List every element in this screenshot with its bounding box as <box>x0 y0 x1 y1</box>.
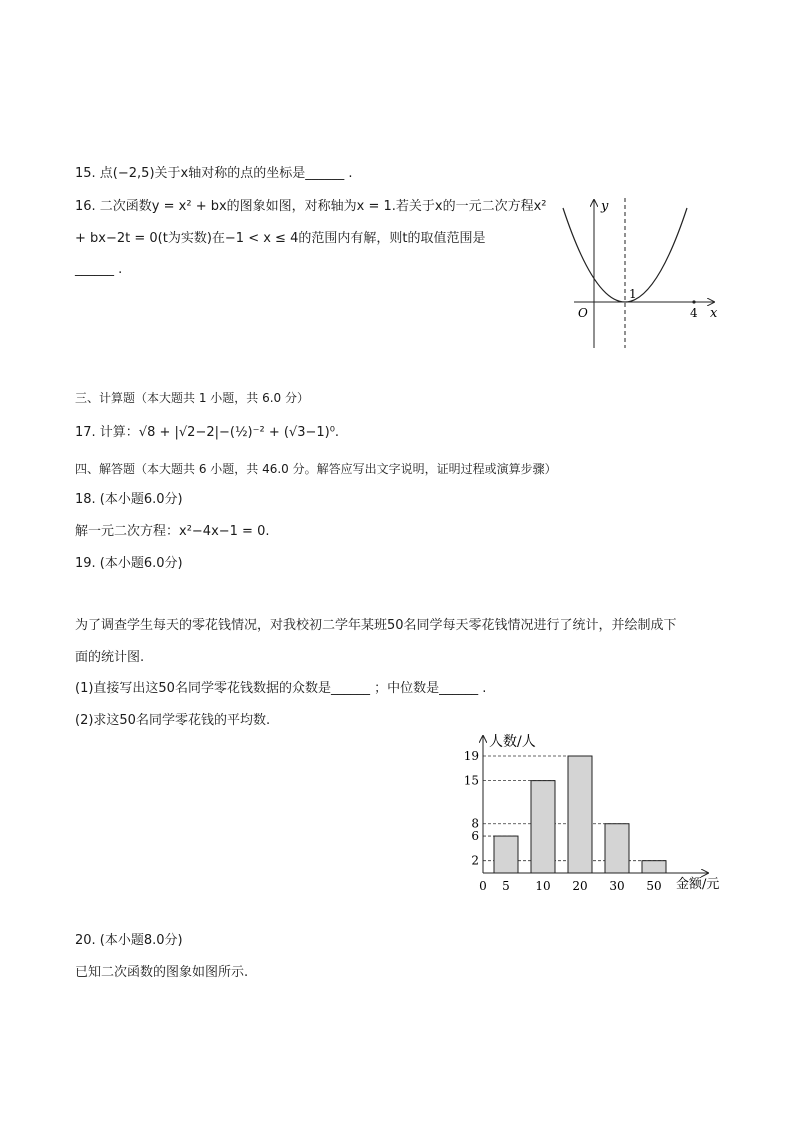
question-16-line-3: ______ . <box>75 262 123 277</box>
y-tick-label-15: 15 <box>463 773 479 788</box>
tick-label-1: 1 <box>629 287 637 301</box>
question-19-intro-line-2: 面的统计图. <box>75 650 145 665</box>
bar-5 <box>494 836 518 873</box>
y-tick-label-6: 6 <box>471 829 479 844</box>
question-18-text: 解一元二次方程：x²−4x−1 = 0. <box>75 524 270 539</box>
y-axis-label: y <box>601 199 609 214</box>
point-4 <box>692 300 695 303</box>
tick-label-4: 4 <box>690 306 698 320</box>
bar-30 <box>605 824 629 873</box>
question-20-header: 20. (本小题8.0分) <box>75 933 183 948</box>
bar-20 <box>568 756 592 873</box>
question-18-header: 18. (本小题6.0分) <box>75 492 183 507</box>
question-16-line-1: 16. 二次函数y = x² + bx的图象如图，对称轴为x = 1.若关于x的一元二次方程x² <box>75 199 547 214</box>
section-4-heading: 四、解答题（本大题共 6 小题，共 46.0 分。解答应写出文字说明，证明过程或演算步骤） <box>75 462 557 476</box>
x-axis-title: 金额/元 <box>676 877 720 892</box>
parabola-graph <box>558 196 728 351</box>
question-20-text: 已知二次函数的图象如图所示. <box>75 965 249 980</box>
x-tick-label-5: 5 <box>502 879 510 893</box>
x-axis-label: x <box>710 306 718 321</box>
bar-chart <box>450 728 740 896</box>
y-axis-title: 人数/人 <box>489 734 536 750</box>
origin-label: O <box>578 306 588 320</box>
y-tick-label-2: 2 <box>471 853 479 868</box>
x-tick-label-30: 30 <box>609 879 625 893</box>
x-tick-label-50: 50 <box>646 879 662 893</box>
x-tick-label-10: 10 <box>535 879 551 893</box>
question-15: 15. 点(−2,5)关于x轴对称的点的坐标是______ . <box>75 166 353 181</box>
question-19-intro-line-1: 为了调查学生每天的零花钱情况，对我校初二学年某班50名同学每天零花钱情况进行了统计，并绘制成下 <box>75 618 677 633</box>
question-19-part-2: (2)求这50名同学零花钱的平均数. <box>75 713 271 728</box>
x-origin-label: 0 <box>479 879 487 893</box>
section-3-heading: 三、计算题（本大题共 1 小题，共 6.0 分） <box>75 391 309 405</box>
x-tick-label-20: 20 <box>572 879 588 893</box>
bar-50 <box>642 861 666 873</box>
y-tick-label-8: 8 <box>471 816 479 831</box>
bar-10 <box>531 781 555 873</box>
y-tick-label-19: 19 <box>463 749 479 763</box>
question-16-line-2: + bx−2t = 0(t为实数)在−1 < x ≤ 4的范围内有解，则t的取值范围是 <box>75 231 486 246</box>
question-19-part-1: (1)直接写出这50名同学零花钱数据的众数是______ ；中位数是______ . <box>75 681 487 696</box>
question-19-header: 19. (本小题6.0分) <box>75 556 183 571</box>
question-17: 17. 计算：√8 + |√2−2|−(½)⁻² + (√3−1)⁰. <box>75 425 340 440</box>
